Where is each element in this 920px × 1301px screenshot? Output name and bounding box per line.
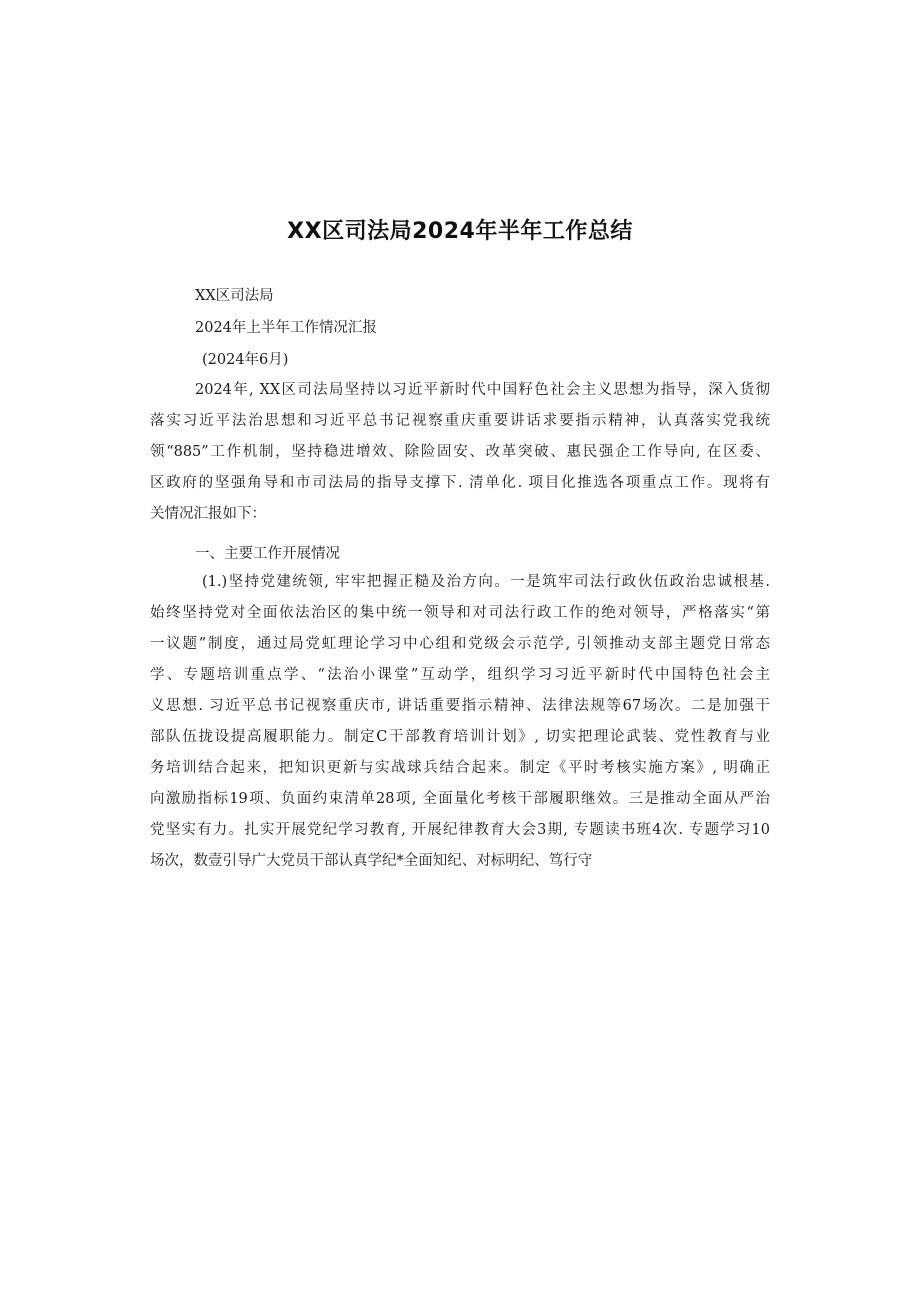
body-paragraph [150,567,770,877]
document-title: XX区司法局2024年半年工作总结 [287,219,633,244]
report-date: (2024年6月) [202,352,289,368]
paragraph-line: 区政府的坚强角导和市司法局的指导支撑下. 清单化. 项目化推选各项重点工作。现将有 [150,475,770,491]
paragraph-line: 向激励指标19项、负面约束清单28项, 全面量化考核干部履职继效。三是推动全面从严治 [150,791,770,807]
paragraph-line: 落实习近平法治思想和习近平总书记视察重庆重要讲话求要指示精神，认真落实党我统 [150,413,770,429]
paragraph-line: 关情况汇报如下： [150,506,266,522]
paragraph-line: 2024年, XX区司法局坚持以习近平新时代中国籽色社会主义思想为指导，深入货彻 [195,382,770,398]
paragraph-line: 领“885”工作机制，坚持稳进增效、除险固安、改革突破、惠民强企工作导向, 在区委、 [150,444,770,460]
paragraph-line: 场次，数壹引导广大党员干部认真学纪*全面知纪、对标明纪、笃行守 [150,853,593,869]
paragraph-line: (1.)坚持党建统领, 牢牢把握正糙及治方向。一是筑牢司法行政伙伍政治忠诚根基. [202,574,770,590]
issuing-organization: XX区司法局 [195,288,274,304]
paragraph-line: 务培训结合起来，把知识更新与实战球兵结合起来。制定《平时考核实施方案》, 明确正 [150,760,770,776]
paragraph-line: 一议题”制度，通过局党虹理论学习中心组和党级会示范学, 引领推动支部主题党日常态 [150,636,770,652]
report-subtitle: 2024年上半年工作情况汇报 [195,320,377,336]
paragraph-line: 始终坚持党对全面依法治区的集中统一领导和对司法行政工作的绝对领导，严格落实“第 [150,605,770,621]
paragraph-line: 义思想. 习近平总书记视察重庆市, 讲话重要指示精神、法律法规等67场次。二是加强干 [150,698,770,714]
section-heading: 一、主要工作开展情况 [195,546,340,562]
paragraph-line: 学、专题培训重点学、“法治小课堂”互动学，组织学习习近平新时代中国特色社会主 [150,667,770,683]
paragraph-line: 部队伍拢设提高履职能力。制定C干部教育培训计划》, 切实把理论武装、党性教育与业 [150,729,770,745]
paragraph-line: 党坚实有力。扎实开展党纪学习教育, 开展纪律教育大会3期, 专题读书班4次. 专题学习10 [150,822,770,838]
intro-paragraph [150,375,770,530]
